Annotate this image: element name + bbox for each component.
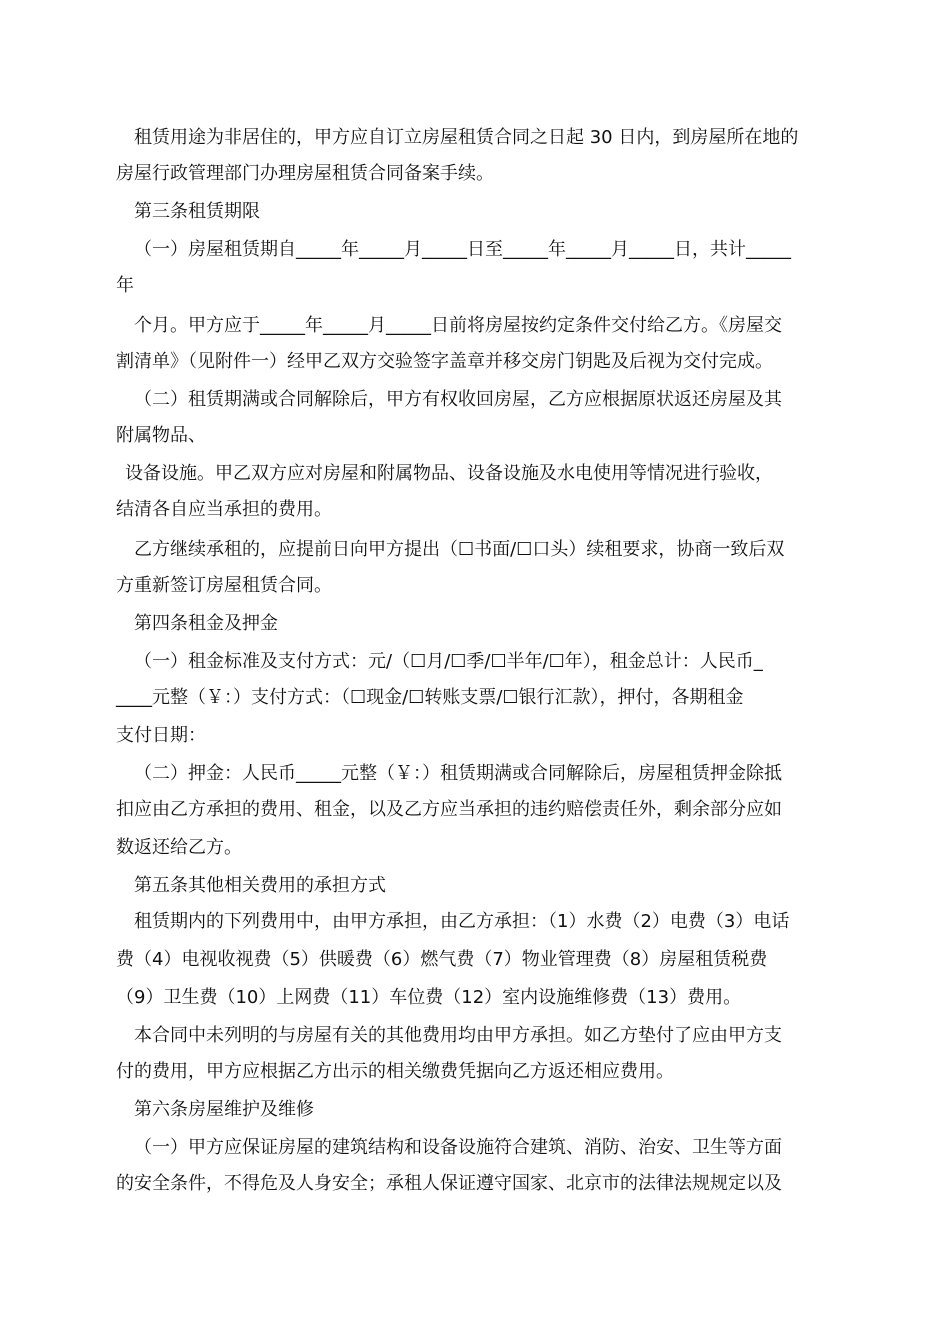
paragraph-line: 个月。甲方应于_____年_____月_____日前将房屋按约定条件交付给乙方。《房屋交 — [134, 315, 782, 336]
paragraph-line: 数返还给乙方。 — [116, 837, 242, 858]
section-heading: 第五条其他相关费用的承担方式 — [134, 875, 386, 896]
paragraph-line: ____元整（￥：）支付方式：（☐现金/☐转账支票/☐银行汇款），押付，各期租金 — [116, 687, 744, 708]
section-heading: 第三条租赁期限 — [134, 201, 260, 222]
paragraph-line: 的安全条件，不得危及人身安全；承租人保证遵守国家、北京市的法律法规规定以及 — [116, 1173, 782, 1194]
paragraph-line: （9）卫生费（10）上网费（11）车位费（12）室内设施维修费（13）费用。 — [116, 987, 742, 1008]
paragraph-line: 本合同中未列明的与房屋有关的其他费用均由甲方承担。如乙方垫付了应由甲方支 — [134, 1025, 782, 1046]
paragraph-line: （一）房屋租赁期自_____年_____月_____日至_____年_____月_____日，共计_____ — [134, 239, 791, 260]
paragraph-line: 费（4）电视收视费（5）供暖费（6）燃气费（7）物业管理费（8）房屋租赁税费 — [116, 949, 768, 970]
section-heading: 第六条房屋维护及维修 — [134, 1099, 314, 1120]
paragraph-line: 乙方继续承租的，应提前日向甲方提出（☐书面/☐口头）续租要求，协商一致后双 — [134, 539, 785, 560]
paragraph-line: 年 — [116, 275, 134, 296]
paragraph-line: 支付日期： — [116, 725, 206, 746]
paragraph-line: 租赁用途为非居住的，甲方应自订立房屋租赁合同之日起 30 日内，到房屋所在地的 — [134, 127, 799, 148]
paragraph-line: （一）租金标准及支付方式：元/（☐月/☐季/☐半年/☐年），租金总计：人民币_ — [134, 651, 763, 672]
paragraph-line: 附属物品、 — [116, 425, 206, 446]
paragraph-line: （二）租赁期满或合同解除后，甲方有权收回房屋，乙方应根据原状返还房屋及其 — [134, 389, 782, 410]
paragraph-line: 扣应由乙方承担的费用、租金，以及乙方应当承担的违约赔偿责任外，剩余部分应如 — [116, 799, 782, 820]
paragraph-line: （二）押金：人民币_____元整（￥：）租赁期满或合同解除后，房屋租赁押金除抵 — [134, 763, 782, 784]
paragraph-line: 割清单》（见附件一）经甲乙双方交验签字盖章并移交房门钥匙及后视为交付完成。 — [116, 351, 773, 372]
section-heading: 第四条租金及押金 — [134, 613, 278, 634]
paragraph-line: 结清各自应当承担的费用。 — [116, 499, 332, 520]
paragraph-line: 方重新签订房屋租赁合同。 — [116, 575, 332, 596]
paragraph-line: （一）甲方应保证房屋的建筑结构和设备设施符合建筑、消防、治安、卫生等方面 — [134, 1137, 782, 1158]
paragraph-line: 设备设施。甲乙双方应对房屋和附属物品、设备设施及水电使用等情况进行验收， — [125, 463, 773, 484]
paragraph-line: 租赁期内的下列费用中，由甲方承担，由乙方承担：（1）水费（2）电费（3）电话 — [134, 911, 790, 932]
paragraph-line: 房屋行政管理部门办理房屋租赁合同备案手续。 — [116, 163, 494, 184]
paragraph-line: 付的费用，甲方应根据乙方出示的相关缴费凭据向乙方返还相应费用。 — [116, 1061, 674, 1082]
